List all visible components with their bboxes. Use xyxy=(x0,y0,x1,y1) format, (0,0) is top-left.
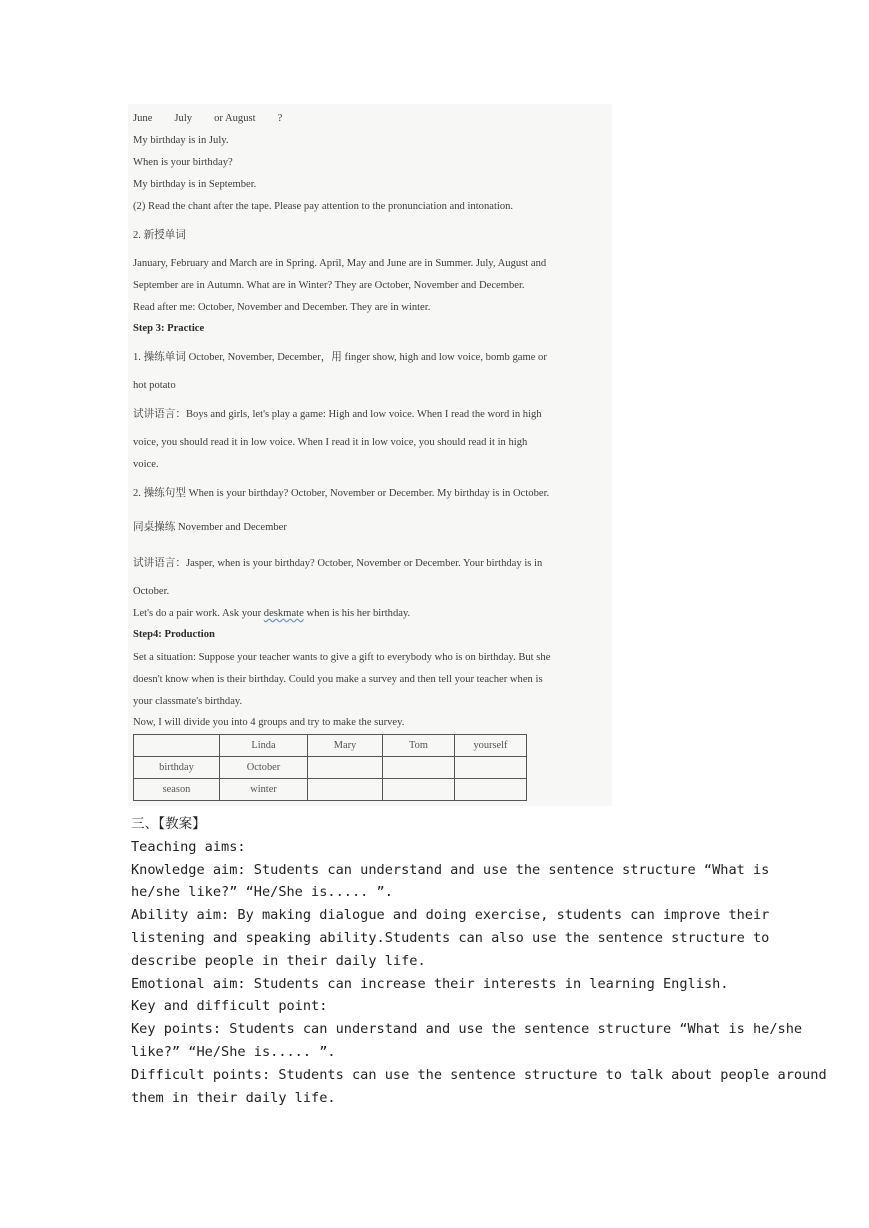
body-line: them in their daily life. xyxy=(131,1089,336,1106)
scan-line: hot potato xyxy=(133,380,176,391)
scan-line: voice, you should read it in low voice. When I read it in low voice, you should read it in high xyxy=(133,437,528,448)
body-line: Ability aim: By making dialogue and doing exercise, students can improve their xyxy=(131,907,770,924)
body-line: Key and difficult point: xyxy=(131,998,328,1015)
scan-line: doesn't know when is their birthday. Could you make a survey and then tell your teacher when is xyxy=(133,674,543,685)
scan-line xyxy=(133,607,410,621)
scan-line: 1. 操练单词 October, November, December，用 finger show, high and low voice, bomb game or xyxy=(133,352,547,363)
body-line: describe people in their daily life. xyxy=(131,952,426,969)
table-cell xyxy=(308,779,383,801)
body-line: Knowledge aim: Students can understand and use the sentence structure “What is xyxy=(131,861,770,878)
table-row xyxy=(134,757,527,779)
body-line: listening and speaking ability.Students can also use the sentence structure to xyxy=(131,929,770,946)
scan-line: 试讲语言：Boys and girls, let's play a game: High and low voice. When I read the word in high xyxy=(133,409,542,420)
step3-heading: Step 3: Practice xyxy=(133,323,205,334)
body-line: like?” “He/She is..... ”. xyxy=(131,1043,336,1060)
scan-line: 试讲语言：Jasper, when is your birthday? October, November or December. Your birthday is in xyxy=(133,558,543,569)
scan-line: My birthday is in September. xyxy=(133,179,257,190)
scan-line: (2) Read the chant after the tape. Please pay attention to the pronunciation and intonation. xyxy=(133,201,514,212)
scan-line: January, February and March are in Spring. April, May and June are in Summer. July, August and xyxy=(133,258,547,269)
deskmate-underlined: deskmate xyxy=(263,608,304,619)
table-cell: birthday xyxy=(134,757,220,779)
survey-table xyxy=(133,734,527,801)
scan-line: Set a situation: Suppose your teacher wants to give a gift to everybody who is on birthday. But she xyxy=(133,652,551,663)
table-cell xyxy=(455,779,527,801)
scan-line: 2. 操练句型 When is your birthday? October, November or December. My birthday is in October. xyxy=(133,488,550,499)
body-line: he/she like?” “He/She is..... ”. xyxy=(131,884,393,901)
table-header-cell xyxy=(134,735,220,757)
question-mark: ? xyxy=(277,113,283,124)
table-cell xyxy=(308,757,383,779)
scan-line: Now, I will divide you into 4 groups and try to make the survey. xyxy=(133,717,405,728)
scan-subheading: 2. 新授单词 xyxy=(133,230,186,241)
body-line: Key points: Students can understand and use the sentence structure “What is he/she xyxy=(131,1021,803,1038)
body-line: Emotional aim: Students can increase their interests in learning English. xyxy=(131,975,729,992)
table-cell: winter xyxy=(220,779,308,801)
scan-line: September are in Autumn. What are in Winter? They are October, November and December. xyxy=(133,280,525,291)
table-cell xyxy=(383,757,455,779)
table-header-cell: Mary xyxy=(308,735,383,757)
table-cell xyxy=(455,757,527,779)
table-cell xyxy=(383,779,455,801)
step4-heading: Step4: Production xyxy=(133,629,215,640)
table-header-row xyxy=(134,735,527,757)
scan-line xyxy=(133,112,282,126)
table-cell: October xyxy=(220,757,308,779)
scan-line: When is your birthday? xyxy=(133,157,233,168)
table-header-cell: Linda xyxy=(220,735,308,757)
table-header-cell: yourself xyxy=(455,735,527,757)
table-cell: season xyxy=(134,779,220,801)
month-august: or August xyxy=(214,113,256,124)
scan-line: October. xyxy=(133,586,170,597)
body-line: Teaching aims: xyxy=(131,838,246,855)
scan-line: Read after me: October, November and December. They are in winter. xyxy=(133,302,431,313)
scan-line: voice. xyxy=(133,459,159,470)
month-july: July xyxy=(174,113,193,124)
table-header-cell: Tom xyxy=(383,735,455,757)
lesson-plan-scan-image xyxy=(128,104,612,806)
month-june: June xyxy=(133,113,153,124)
pair-work-text-end: when is his her birthday. xyxy=(303,608,411,619)
scan-line: your classmate's birthday. xyxy=(133,696,243,707)
pair-work-text: Let's do a pair work. Ask your xyxy=(133,608,264,619)
table-row xyxy=(134,779,527,801)
body-line: Difficult points: Students can use the sentence structure to talk about people around xyxy=(131,1066,827,1083)
scan-line: My birthday is in July. xyxy=(133,135,229,146)
scan-line: 同桌操练 November and December xyxy=(133,522,287,533)
section-heading: 三、【教案】 xyxy=(131,816,206,832)
lesson-plan-body xyxy=(131,813,827,1109)
